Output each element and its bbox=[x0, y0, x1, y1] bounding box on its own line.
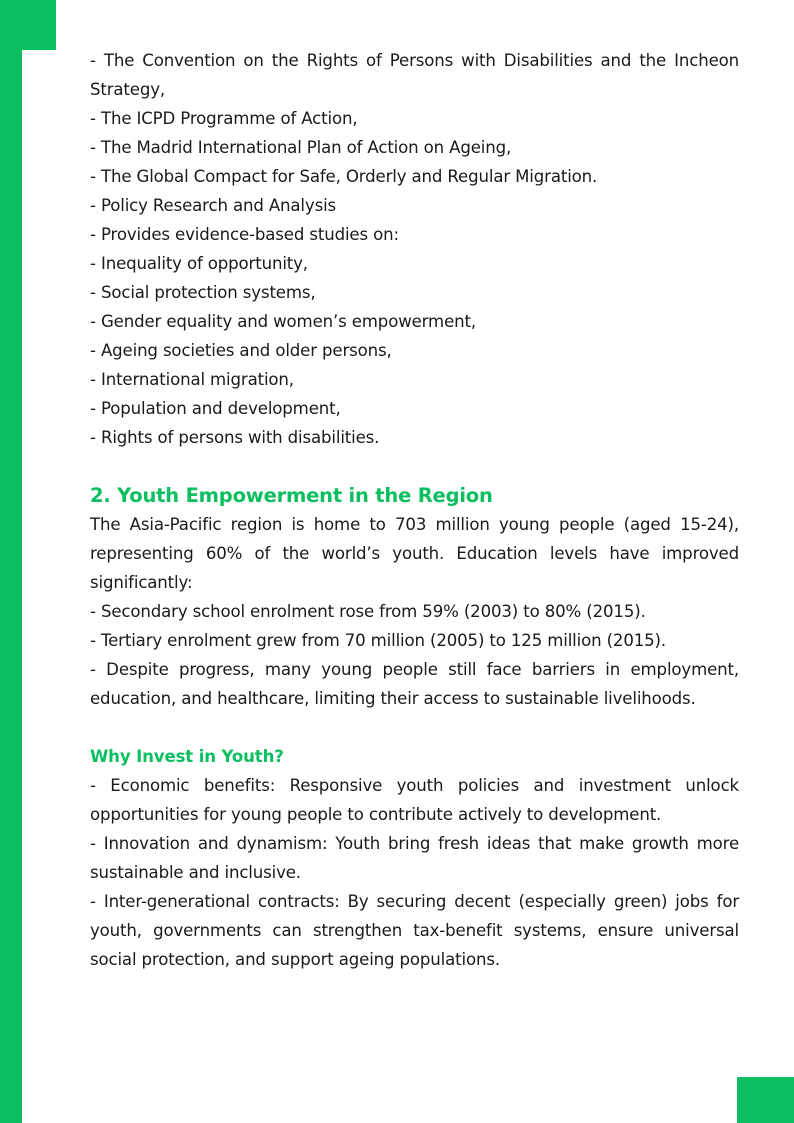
list-item: - Secondary school enrolment rose from 59% (2003) to 80% (2015). bbox=[90, 602, 646, 621]
intro-list bbox=[90, 46, 739, 452]
spacer bbox=[90, 713, 739, 742]
list-item: - Ageing societies and older persons, bbox=[90, 341, 392, 360]
list-item: - Provides evidence-based studies on: bbox=[90, 225, 399, 244]
spacer bbox=[90, 452, 739, 481]
list-item: - Policy Research and Analysis bbox=[90, 196, 337, 215]
top-left-accent-block bbox=[0, 0, 56, 50]
left-accent-bar bbox=[0, 0, 22, 1123]
list-item: - Innovation and dynamism: Youth bring fresh ideas that make growth more sustainable and inclusive. bbox=[90, 834, 739, 882]
list-item: - Economic benefits: Responsive youth policies and investment unlock opportunities for young people to contribute actively to development. bbox=[90, 776, 739, 824]
list-item: - Gender equality and women’s empowerment, bbox=[90, 312, 476, 331]
list-item: - The Madrid International Plan of Action on Ageing, bbox=[90, 138, 512, 157]
section-youth-empowerment bbox=[90, 481, 739, 713]
list-item: - The Convention on the Rights of Persons with Disabilities and the Incheon Strategy, bbox=[90, 51, 739, 99]
list-item: - Tertiary enrolment grew from 70 million (2005) to 125 million (2015). bbox=[90, 631, 666, 650]
section-heading: 2. Youth Empowerment in the Region bbox=[90, 484, 493, 507]
list-item: - Population and development, bbox=[90, 399, 341, 418]
list-item: - Inequality of opportunity, bbox=[90, 254, 308, 273]
subsection-heading: Why Invest in Youth? bbox=[90, 747, 284, 766]
list-item: - Despite progress, many young people still face barriers in employment, education, and healthcare, limiting their access to sustainable livelihoods. bbox=[90, 660, 739, 708]
list-item: - Inter-generational contracts: By securing decent (especially green) jobs for youth, governments can strengthen tax-benefit systems, ensure universal social protection, and support ageing populations. bbox=[90, 892, 739, 969]
section-why-invest bbox=[90, 742, 739, 974]
list-item: - Social protection systems, bbox=[90, 283, 316, 302]
section-intro: The Asia-Pacific region is home to 703 million young people (aged 15-24), representing 60% of the world’s youth. Education levels have improved significantly: bbox=[90, 515, 739, 592]
list-item: - International migration, bbox=[90, 370, 294, 389]
list-item: - The Global Compact for Safe, Orderly and Regular Migration. bbox=[90, 167, 598, 186]
list-item: - Rights of persons with disabilities. bbox=[90, 428, 380, 447]
list-item: - The ICPD Programme of Action, bbox=[90, 109, 358, 128]
bottom-right-accent-block bbox=[737, 1077, 794, 1123]
page-content bbox=[90, 46, 739, 974]
